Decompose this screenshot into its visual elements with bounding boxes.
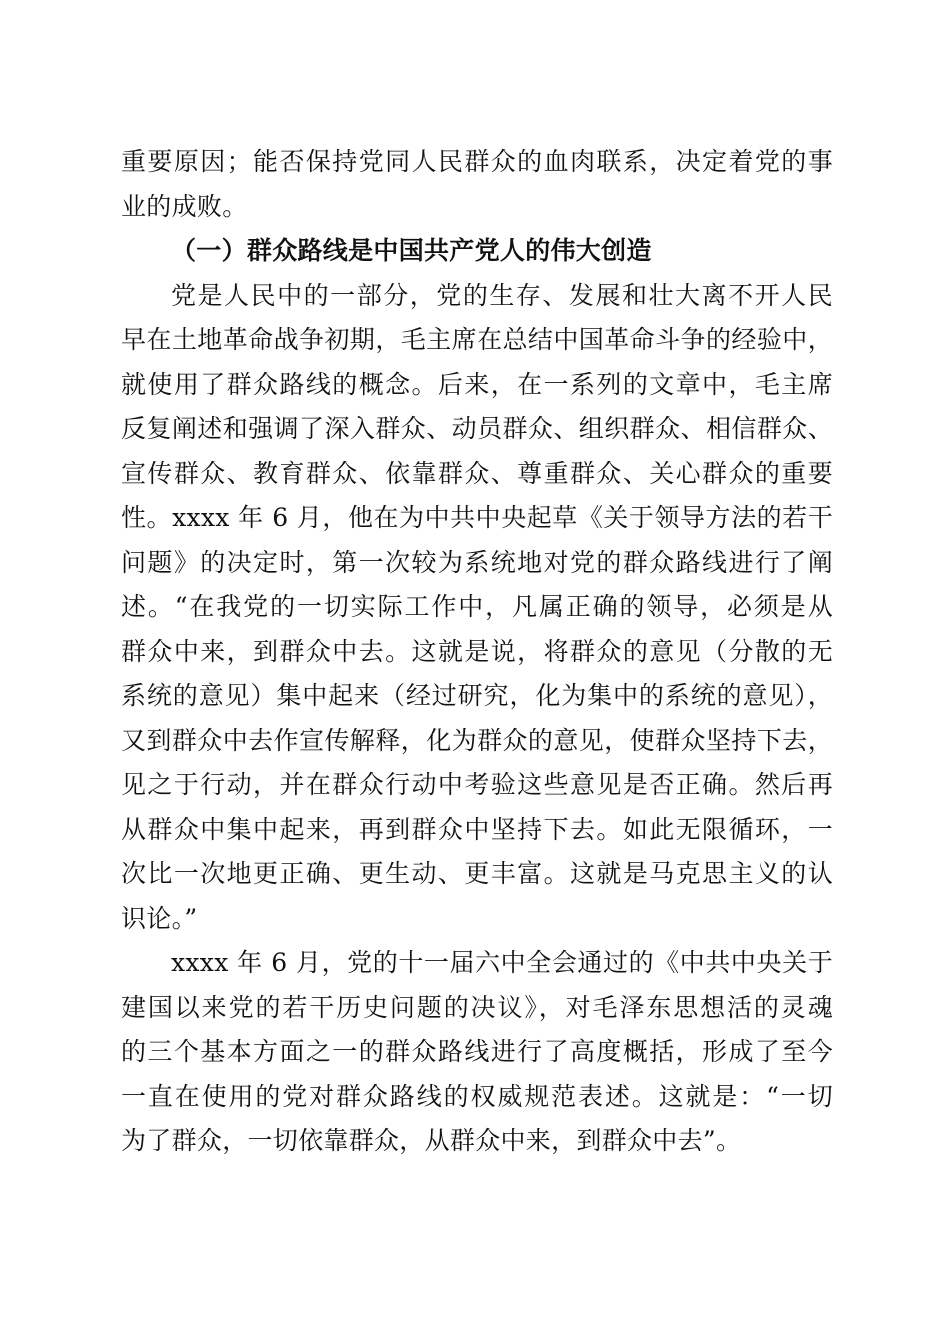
paragraph-line: 党是人民中的一部分，党的生存、发展和壮大离不开人民 xyxy=(171,280,833,310)
paragraph-line: 业的成败。 xyxy=(121,191,248,221)
paragraph-line: 性。xxxx 年 6 月，他在为中共中央起草《关于领导方法的若干 xyxy=(121,503,833,532)
paragraph-line: 反复阐述和强调了深入群众、动员群众、组织群众、相信群众、 xyxy=(121,414,833,443)
paragraph-line: xxxx 年 6 月，党的十一届六中全会通过的《中共中央关于 xyxy=(171,948,833,977)
paragraph-line: 宣传群众、教育群众、依靠群众、尊重群众、关心群众的重要 xyxy=(121,458,833,488)
paragraph-line: 就使用了群众路线的概念。后来，在一系列的文章中，毛主席 xyxy=(121,369,833,399)
paragraph-line: 群众中来，到群众中去。这就是说，将群众的意见（分散的无 xyxy=(121,636,833,666)
paragraph-line: 从群众中集中起来，再到群众中坚持下去。如此无限循环，一 xyxy=(121,814,833,844)
section-heading: （一）群众路线是中国共产党人的伟大创造 xyxy=(171,236,652,265)
paragraph-line: 次比一次地更正确、更生动、更丰富。这就是马克思主义的认 xyxy=(121,859,833,888)
paragraph-line: 早在土地革命战争初期，毛主席在总结中国革命斗争的经验中， xyxy=(121,325,833,354)
paragraph-line: 重要原因；能否保持党同人民群众的血肉联系，决定着党的事 xyxy=(121,147,833,176)
paragraph-line: 识论。” xyxy=(121,903,198,933)
paragraph-line: 系统的意见）集中起来（经过研究，化为集中的系统的意见）， xyxy=(121,681,833,710)
paragraph-line: 的三个基本方面之一的群众路线进行了高度概括，形成了至今 xyxy=(121,1037,833,1066)
paragraph-line: 问题》的决定时，第一次较为系统地对党的群众路线进行了阐 xyxy=(121,547,833,577)
paragraph-line: 建国以来党的若干历史问题的决议》，对毛泽东思想活的灵魂 xyxy=(121,992,833,1022)
paragraph-line: 又到群众中去作宣传解释，化为群众的意见，使群众坚持下去， xyxy=(121,725,833,755)
paragraph-line: 一直在使用的党对群众路线的权威规范表述。这就是：“一切 xyxy=(121,1081,833,1111)
paragraph-line: 述。“在我党的一切实际工作中，凡属正确的领导，必须是从 xyxy=(121,592,833,621)
document-body xyxy=(121,140,833,1164)
paragraph-line: 见之于行动，并在群众行动中考验这些意见是否正确。然后再 xyxy=(121,770,833,799)
paragraph-line: 为了群众，一切依靠群众，从群众中来，到群众中去”。 xyxy=(121,1126,742,1155)
